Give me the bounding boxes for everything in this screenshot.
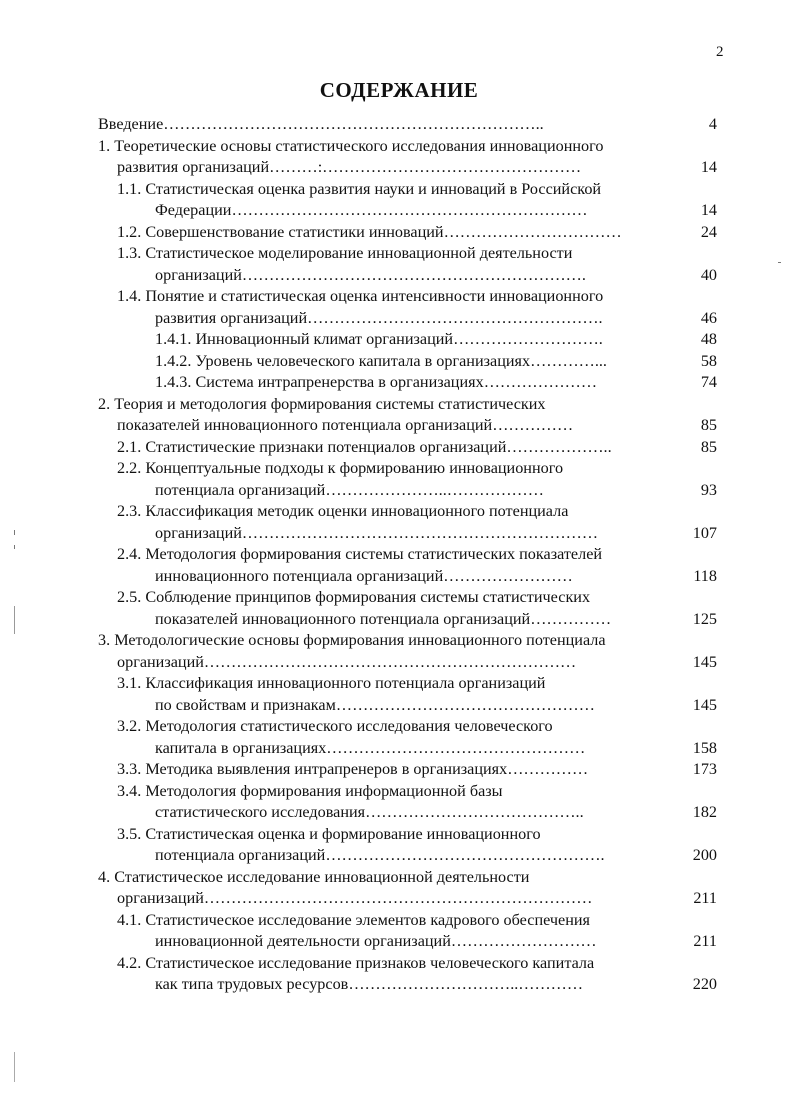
toc-line bbox=[0, 759, 798, 781]
toc-line bbox=[0, 630, 798, 652]
toc-page-number: 118 bbox=[693, 566, 717, 585]
toc-entry-label: 1.3. Статистическое моделирование инновационной деятельности bbox=[117, 244, 573, 262]
toc-entry[interactable] bbox=[0, 351, 798, 373]
toc-line bbox=[0, 931, 798, 953]
toc-leader-dots: …………………… bbox=[443, 566, 573, 585]
toc-line bbox=[0, 372, 798, 394]
toc-entry-label: 3. Методологические основы формирования инновационного потенциала bbox=[98, 631, 606, 649]
toc-page-number: 211 bbox=[693, 932, 717, 950]
toc-entry-label: статистического исследования bbox=[155, 803, 366, 821]
toc-entry-label: 1.2. Совершенствование статистики инноваций bbox=[117, 222, 444, 241]
toc-page-number: 14 bbox=[700, 201, 717, 219]
toc-line bbox=[0, 802, 798, 824]
toc-entry-label: показателей инновационного потенциала организаций bbox=[155, 609, 531, 628]
toc-leader-dots: ……………….. bbox=[506, 437, 612, 456]
toc-line bbox=[0, 523, 798, 545]
scan-mark bbox=[14, 545, 15, 549]
toc-leader-dots: …………………………… bbox=[443, 222, 622, 241]
toc-entry-label: 1.4.2. Уровень человеческого капитала в организациях bbox=[155, 351, 531, 370]
toc-leader-dots: …………………………………………………………….. bbox=[163, 115, 544, 133]
toc-line bbox=[0, 179, 798, 201]
toc-entry-label: организаций bbox=[155, 265, 242, 284]
toc-page-number: 48 bbox=[700, 330, 717, 348]
toc-leader-dots: ………………… bbox=[483, 373, 597, 391]
toc-entry[interactable] bbox=[0, 544, 798, 587]
toc-entry-label: организаций bbox=[117, 652, 204, 671]
toc-leader-dots: …………... bbox=[530, 351, 607, 370]
page-number: 2 bbox=[716, 44, 724, 60]
toc-entry[interactable] bbox=[0, 910, 798, 953]
toc-entry-label: Федерации bbox=[155, 201, 232, 219]
toc-leader-dots: …………… bbox=[507, 760, 589, 778]
toc-entry[interactable] bbox=[0, 394, 798, 437]
toc-page-number: 85 bbox=[700, 416, 717, 434]
toc-line bbox=[0, 200, 798, 222]
toc-leader-dots: ……………………… bbox=[450, 932, 597, 950]
toc-leader-dots: ………:………………………………………… bbox=[269, 158, 582, 176]
page-title: СОДЕРЖАНИЕ bbox=[319, 78, 479, 102]
toc-leader-dots: ………………………………….. bbox=[365, 803, 584, 821]
toc-entry-label: потенциала организаций bbox=[155, 846, 326, 864]
toc-page-number: 182 bbox=[692, 803, 717, 821]
toc-entry-label: 2.3. Классификация методик оценки инновационного потенциала bbox=[117, 502, 569, 520]
toc-page-number: 93 bbox=[700, 480, 717, 499]
toc-leader-dots: …………………………..………… bbox=[348, 975, 584, 993]
toc-entry[interactable] bbox=[0, 437, 798, 459]
toc-leader-dots: ……………………………………………. bbox=[325, 846, 605, 864]
toc-entry-label: 2. Теория и методология формирования системы статистических bbox=[98, 394, 546, 413]
toc-entry-label: 3.4. Методология формирования информационной базы bbox=[117, 781, 503, 800]
toc-entry[interactable] bbox=[0, 716, 798, 759]
toc-entry[interactable] bbox=[0, 136, 798, 179]
toc-entry-label: инновационной деятельности организаций bbox=[155, 932, 451, 950]
toc-entry-label: развития организаций bbox=[117, 158, 270, 176]
toc-line bbox=[0, 480, 798, 502]
toc-entry[interactable] bbox=[0, 587, 798, 630]
toc-entry-label: Введение bbox=[98, 115, 164, 133]
toc-line bbox=[0, 243, 798, 265]
toc-page-number: 74 bbox=[700, 373, 717, 391]
toc-line bbox=[0, 437, 798, 459]
toc-line bbox=[0, 458, 798, 480]
toc-line bbox=[0, 953, 798, 975]
toc-entry-label: организаций bbox=[155, 523, 242, 542]
toc-entry-label: 2.2. Концептуальные подходы к формированию инновационного bbox=[117, 459, 564, 477]
toc-entry-label: 2.1. Статистические признаки потенциалов организаций bbox=[117, 437, 507, 456]
toc-entry[interactable] bbox=[0, 222, 798, 244]
toc-leader-dots: ………………………………………………………… bbox=[231, 201, 588, 219]
toc-entry-label: инновационного потенциала организаций bbox=[155, 566, 444, 585]
toc-line bbox=[0, 286, 798, 308]
toc-entry-label: 1.4.3. Система интрапренерства в организациях bbox=[155, 373, 484, 391]
toc-line bbox=[0, 566, 798, 588]
toc-line bbox=[0, 716, 798, 738]
toc-entry-label: 3.2. Методология статистического исследования человеческого bbox=[117, 717, 553, 735]
toc-entry-label: капитала в организациях bbox=[155, 738, 327, 757]
toc-line bbox=[0, 415, 798, 437]
toc-leader-dots: …………… bbox=[492, 416, 574, 434]
toc-entry-label: 4.1. Статистическое исследование элементов кадрового обеспечения bbox=[117, 910, 590, 929]
toc-entry-label: 3.5. Статистическая оценка и формирование инновационного bbox=[117, 824, 541, 843]
toc-line bbox=[0, 222, 798, 244]
toc-line bbox=[0, 781, 798, 803]
toc-line bbox=[0, 609, 798, 631]
toc-entry-label: 3.3. Методика выявления интрапренеров в организациях bbox=[117, 760, 508, 778]
toc-leader-dots: ………………………………………………. bbox=[307, 308, 603, 327]
toc-line bbox=[0, 974, 798, 996]
scan-mark bbox=[14, 606, 15, 634]
toc-entry[interactable] bbox=[0, 458, 798, 501]
toc-leader-dots: ……………………………………………………………… bbox=[203, 889, 593, 907]
toc-line bbox=[0, 738, 798, 760]
toc-page-number: 211 bbox=[693, 889, 717, 907]
toc-line bbox=[0, 544, 798, 566]
toc-leader-dots: ………………………………………… bbox=[335, 695, 595, 714]
toc-line bbox=[0, 867, 798, 889]
toc-page-number: 220 bbox=[692, 975, 717, 993]
scan-mark bbox=[14, 1052, 15, 1082]
toc-entry[interactable] bbox=[0, 781, 798, 824]
toc-page-number: 145 bbox=[692, 695, 717, 714]
toc-page-number: 158 bbox=[692, 738, 717, 757]
toc-page-number: 46 bbox=[700, 308, 717, 327]
toc-entry-label: как типа трудовых ресурсов bbox=[155, 975, 349, 993]
toc-page-number: 24 bbox=[700, 222, 717, 241]
toc-entry[interactable] bbox=[0, 953, 798, 996]
toc-entry-label: по свойствам и признакам bbox=[155, 695, 336, 714]
toc-entry[interactable] bbox=[0, 759, 798, 781]
toc-line bbox=[0, 673, 798, 695]
toc-line bbox=[0, 394, 798, 416]
scan-mark bbox=[778, 262, 781, 263]
toc-entry[interactable] bbox=[0, 286, 798, 329]
toc-line bbox=[0, 329, 798, 351]
toc-line bbox=[0, 910, 798, 932]
toc-line bbox=[0, 265, 798, 287]
toc-entry-label: организаций bbox=[117, 889, 204, 907]
toc-leader-dots: …………… bbox=[530, 609, 612, 628]
toc-line bbox=[0, 845, 798, 867]
toc-entry[interactable] bbox=[0, 501, 798, 544]
toc-entry-label: 1.4.1. Инновационный климат организаций bbox=[155, 330, 454, 348]
toc-page-number: 107 bbox=[692, 523, 717, 542]
toc-entry-label: 3.1. Классификация инновационного потенциала организаций bbox=[117, 674, 546, 692]
toc-leader-dots: ………………………………………………………… bbox=[241, 523, 599, 542]
toc-leader-dots: ………………………. bbox=[453, 330, 603, 348]
toc-entry-label: 1.4. Понятие и статистическая оценка интенсивности инновационного bbox=[117, 287, 604, 305]
toc-page-number: 145 bbox=[692, 652, 717, 671]
toc-leader-dots: …………………..……………… bbox=[325, 480, 544, 499]
toc-page-number: 58 bbox=[700, 351, 717, 370]
toc-entry[interactable] bbox=[0, 673, 798, 716]
toc-page-number: 40 bbox=[700, 265, 717, 284]
toc-entry[interactable] bbox=[0, 243, 798, 286]
toc-entry[interactable] bbox=[0, 179, 798, 222]
toc-line bbox=[0, 308, 798, 330]
toc-line bbox=[0, 824, 798, 846]
table-of-contents bbox=[0, 114, 798, 996]
toc-line bbox=[0, 157, 798, 179]
toc-page-number: 14 bbox=[700, 158, 717, 176]
toc-page-number: 4 bbox=[708, 115, 717, 133]
toc-leader-dots: …………………………………………………………… bbox=[203, 652, 577, 671]
toc-line bbox=[0, 695, 798, 717]
toc-entry-label: развития организаций bbox=[155, 308, 308, 327]
toc-entry-label: 4. Статистическое исследование инновационной деятельности bbox=[98, 867, 530, 886]
toc-page-number: 173 bbox=[692, 760, 717, 778]
toc-leader-dots: ………………………………………… bbox=[326, 738, 586, 757]
toc-entry[interactable] bbox=[0, 372, 798, 394]
toc-page-number: 85 bbox=[700, 437, 717, 456]
toc-line bbox=[0, 351, 798, 373]
toc-entry[interactable] bbox=[0, 329, 798, 351]
toc-line bbox=[0, 587, 798, 609]
toc-entry[interactable] bbox=[0, 867, 798, 910]
toc-leader-dots: ………………………………………………………. bbox=[241, 265, 586, 284]
toc-entry-label: потенциала организаций bbox=[155, 480, 326, 499]
toc-entry-label: 4.2. Статистическое исследование признаков человеческого капитала bbox=[117, 953, 595, 972]
toc-entry[interactable] bbox=[0, 630, 798, 673]
toc-entry[interactable] bbox=[0, 824, 798, 867]
toc-entry-label: 1.1. Статистическая оценка развития науки и инноваций в Российской bbox=[117, 179, 602, 198]
toc-entry-label: 1. Теоретические основы статистического исследования инновационного bbox=[98, 136, 604, 155]
toc-entry-label: показателей инновационного потенциала организаций bbox=[117, 416, 493, 434]
toc-line bbox=[0, 652, 798, 674]
toc-line bbox=[0, 888, 798, 910]
toc-entry[interactable] bbox=[0, 114, 798, 136]
toc-line bbox=[0, 114, 798, 136]
scan-mark bbox=[14, 530, 15, 535]
toc-page-number: 125 bbox=[692, 609, 717, 628]
toc-entry-label: 2.5. Соблюдение принципов формирования системы статистических bbox=[117, 588, 591, 606]
toc-page-number: 200 bbox=[692, 846, 717, 864]
toc-entry-label: 2.4. Методология формирования системы статистических показателей bbox=[117, 545, 603, 563]
toc-line bbox=[0, 136, 798, 158]
toc-line bbox=[0, 501, 798, 523]
